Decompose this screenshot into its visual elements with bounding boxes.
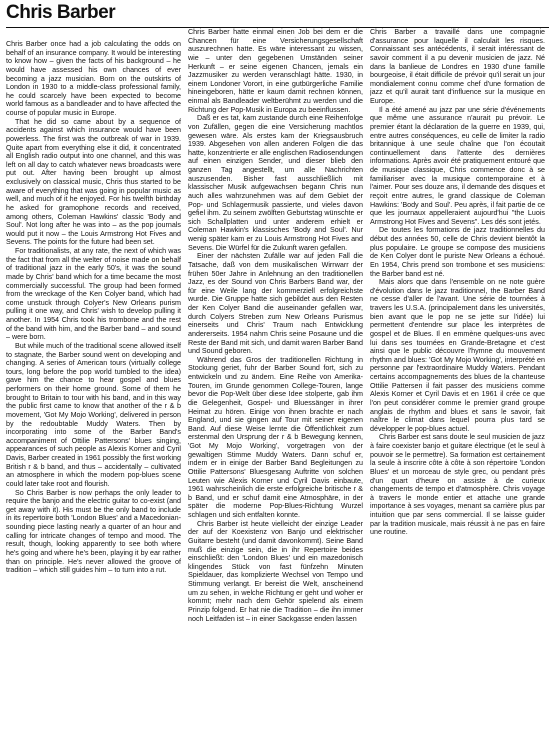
paragraph: Während das Gros der traditionellen Richtung in Stockung geriet, fuhr der Barber Sound fort, sich zu entwickeln und zu ändern. Eine Reihe von Amerika-Touren, im Grunde genommen College-Touren, lange bevor die Pop-Welt über diese Idee stolperte, gab ihm die Gelegenheit, Gospel- und Bluessänger in ihrer Heimat zu hören. Einige von ihnen brachte er nach England, und sie gingen auf Tour mit seiner eigenen Band. Auf diese Weise lernte die Öffentlichkeit zum erstenmal den Ursprung der r & b Bewegung kennen, 'Got My Mojo Working', vorgetragen von der gewaltigen Stimme Muddy Waters. Dann schuf er, indem er in einige der Barber Band Begleitungen zu Ottilie Pattersons' Bluesgesang Auftritte von solchen Leuten wie Alexis Korner und Cyril Davis einbaute, 1961 wahrscheinlich die erste erfolgreiche britische r & b Band, und er schuf damit eine Atmosphäre, in der später die moderne Pop-Blues-Richtung Wurzel schlagen und sich entfalten konnte.: [188, 355, 363, 519]
paragraph: Chris Barber a travaillé dans une compagnie d'assurance pour laquelle il calculait les risques. Connaissant ses antécédents, il serait intéressant de savoir comment il a pu devenir musicien de jazz. Né dans la banlieue de Londres en 1930 d'une famille bourgeoise, il était difficile de prévoir qu'il serait un jour mondialement connu comme chef d'une formation de jazz et qu'il aurait tant d'influence sur la musique en Europe.: [370, 28, 545, 105]
paragraph: So Chris Barber is now perhaps the only leader to require the banjo and the electric guitar to co-exist (and get away with it). His must be the only band to include in its repertoire both 'London Blues' and a Macedonian-sounding piece lasting nearly a quarter of an hour and calling for intricate changes of tempo and mood. The result, though, looking apparently to see both where he's going and where he's been, playing it by ear rather than on principle. He's never allowed the groove of tradition – which still guides him – to turn into a rut.: [6, 488, 181, 575]
column-french: [370, 28, 545, 746]
paragraph: De toutes les formations de jazz traditionnelles du début des années 50, celle de Chris devient bientôt la plus populaire. Le groupe se compose des musiciens de Ken Colyer dont le puriste New Orleans a échoué. En 1954, Chris prend son trombone et ses musiciens: the Barber band est né.: [370, 226, 545, 278]
paragraph: Chris Barber once had a job calculating the odds on behalf of an insurance company. It would be interesting to know how – given the facts of his background – he would have assessed his own chances of ever becoming a jazz musician. Born on the outskirts of London in 1930 to a middle-class professional family, he could scarcely have been expected to become world famous as a bandleader and to have affected the course of popular music in Europe.: [6, 40, 181, 117]
paragraph: Chris Barber hatte einmal einen Job bei dem er die Chancen für eine Versicherungsgesellschaft auszurechnen hatte. Es wäre interessant zu wissen, wie – unter den gegebenen Umständen seiner Herkunft – er seine eigenen Chancen, jemals ein Jazzmusiker zu werden veranschlagt hätte. 1930, in einem Londoner Vorort, in eine gutbürgerliche Familie hineingeboren, hätte er kaum damit rechnen können, einmal als Bandleader weltberühmt zu werden und die Richtung der Pop-Musik in Europa zu beeinflussen.: [188, 28, 363, 114]
paragraph: Chris Barber ist heute vielleicht der einzige Leader der auf der Koexistenz von Banjo und elektrischer Guitarre besteht (und damit davonkommt). Seine Band muß die einzige sein, die in ihr Repertoire beides einschließt: den 'London Blues' und ein mazedonisch klingendes Stück von fast fünfzehn Minuten Spieldauer, das komplizierte Wechsel von Tempo und Stimmung verlangt. Er bereist die Welt, anscheinend um zu sehen, in welche Richtung er geht und woher er kommt; mehr nach dem Gehör spielend als einem Prinzip folgend. Er hat nie die Tradition – die ihn immer noch Leitfaden ist – in einer Sackgasse enden lassen: [188, 519, 363, 623]
paragraph: Einer der nächsten Zufälle war auf jeden Fall die Tatsache, daß von dem musikalischen Wirrwarr der frühen 50er Jahre in Anlehnung an den traditionellen Jazz, es der Sound von Chris Barbers Band war, der für eine Weile lang der kommerziell erfolgreichste wurde. Die Gruppe hatte sich gebildet aus den Resten der Ken Colyer Band die auseinander gefallen war, durch Colyers Streben zum New Orleans Purismus einerseits und Chris' Traum nach Entwicklung andererseits. 1954 nahm Chris seine Posaune und die Reste der Band mit sich, und damit waren Barber Band und Sound geboren.: [188, 252, 363, 356]
paragraph: That he did so came about by a sequence of accidents against which insurance would have been powerless. The first was the outbreak of war in 1939. Quite apart from everything else it did, it concentrated all English radio output into one channel, and this was left on all day to catch whatever news broadcasts were put out. After having been brought up almost exclusively on classical music, Chris thus started to be aware of everything that was going in popular music as well, and much of it he enjoyed. For his twelfth birthday he asked for gramophone records and received, among others, Coleman Hawkins' classic 'Body and Soul'. Not long after he was into – as the pop journals would put it now – the Louis Armstrong Hot Fives and Sevens. The points for the future had been set.: [6, 117, 181, 247]
article-title: Chris Barber: [6, 2, 116, 23]
paragraph: Daß er es tat, kam zustande durch eine Reihenfolge von Zufällen, gegen die eine Versicherung machtlos gewesen wäre. Als erstes kam der Kriegsausbruch 1939. Abgesehen von allen anderen Folgen die das hatte, konzentrierte er alle englischen Radiosendungen auf einen einzigen Sender, und dieser blieb den ganzen Tag angestellt, um alle Nachrichten auszusenden. Bisher fast ausschließlich mit klassischer Musik aufgewachsen begann Chris nun auch alles wahrzunehmen was auf dem Gebiet der Pop- und Schlagermusik passierte, und vieles davon gefiel ihm. Zu seinem zwölften Geburtstag wünschte er sich Schallplatten und unter anderem erhielt er Coleman Hawkin's klassisches 'Body and Soul'. Nur wenig später kam er zu Louis Armstrong Hot Fives and Sevens. Die Würfel für die Zukunft waren gefallen.: [188, 114, 363, 252]
paragraph: Mais alors que dans l'ensemble on ne note guère d'évolution dans le jazz traditionnel, the Barber Band ne cesse d'aller de l'avant. Une série de tournées à travers les U.S.A. (principalement dans les universités, bien avant que le pop ne se jette sur l'idée) lui permettent d'entendre sur place les interprètes de gospel et de Blues. Il en emmène quelques-uns avec lui dans ses tournées en Grande-Bretagne et c'est ainsi que le public découvre l'hymne du mouvement rhythm and blues: 'Got My Mojo Working', interprété en personne par l'extraordinaire Muddy Waters. Pendant certains accompagnements des blues de la chanteuse Ottilie Pattersen il fait passer des musiciens comme Alexis Korner et Cyril Davis et en 1961 il crée ce que l'on peut considérer comme le premier grand groupe anglais de rhythm and blues et sans le savoir, fait naître le climat dans lequel pourra plus tard se développer le pop-blues actuel.: [370, 278, 545, 433]
paragraph: Chris Barber est sans doute le seul musicien de jazz à faire coexister banjo et guitare électrique (et le seul à pouvoir se le permettre). Sa formation est certainement la seule à inscrire côte à côte à son répertoire 'London Blues' et un morceau de style grec, ou pendant près d'un quart d'heure on assiste à de curieux changements de tempo et d'atmosphère. Chris voyage à travers le monde entier et attache une grande importance à ses voyages, menant sa carrière plus par intuition que par sens commercial. Il se laisse guider par la tradition musicale, mais réussit à ne pas en faire une routine.: [370, 433, 545, 537]
paragraph: For traditionalists, at any rate, the next of which was the fact that from all the welter of noise made on behalf of traditional jazz in the early 50's, it was the sound made by Chris' band which for a time became the most commercially successful. The group had been formed from the wreckage of the Ken Colyer band, which had come unstuck through Colyer's New Orleans purism pulling it one way, and Chris' wish to develop pulling it another. In 1954 Chris took his trombone and the rest of the band with him, and the Barber band – and sound – were born.: [6, 247, 181, 342]
paragraph: But while much of the traditional scene allowed itself to stagnate, the Barber sound went on developing and changing. A series of American tours (virtually college tours, long before the pop world tumbled to the idea) gave him the chance to hear gospel and blues performers on their home ground. Some of them he brought to Britain to tour with his band, and in this way the public first came to know that another of the r & b movement, 'Got My Mojo Working', delivered in person by the redoubtable Muddy Waters. Then by incorporating into some of the Barber Band's accompaniment of Ottilie Pattersons' blues singing, appearances of such people as Alexis Korner and Cyril Davis, Barber created in 1961 possibly the first working British r & b band, and thus – accidentally – cultivated an atmosphere in which the modern pop-blues scene could later take root and flourish.: [6, 341, 181, 488]
column-english: [6, 40, 181, 746]
paragraph: Il a été amené au jazz par une série d'événements que même une assurance n'aurait pu prévoir. Le premier étant la déclaration de la guerre en 1939, qui, entre autres conséquences, eu celle de limiter la radio britannique à une seule chaîne que l'on écoutait continuellement dans l'attente des dernières informations. Après avoir été pratiquement entouré que de musique classique, Chris commence donc à se familiariser avec la musique contemporaine et à l'aimer. Pour ses douze ans, il demande des disques et reçoit entre autres, le grand classique de Coleman Hawkins: 'Body and Soul'. Peu après, il fait partie de ce que les journaux appelleraient aujourd'hui "the Luois Armstrong Hot Fives and Sevens". Les dés sont jetés.: [370, 105, 545, 226]
column-german: [188, 28, 363, 746]
